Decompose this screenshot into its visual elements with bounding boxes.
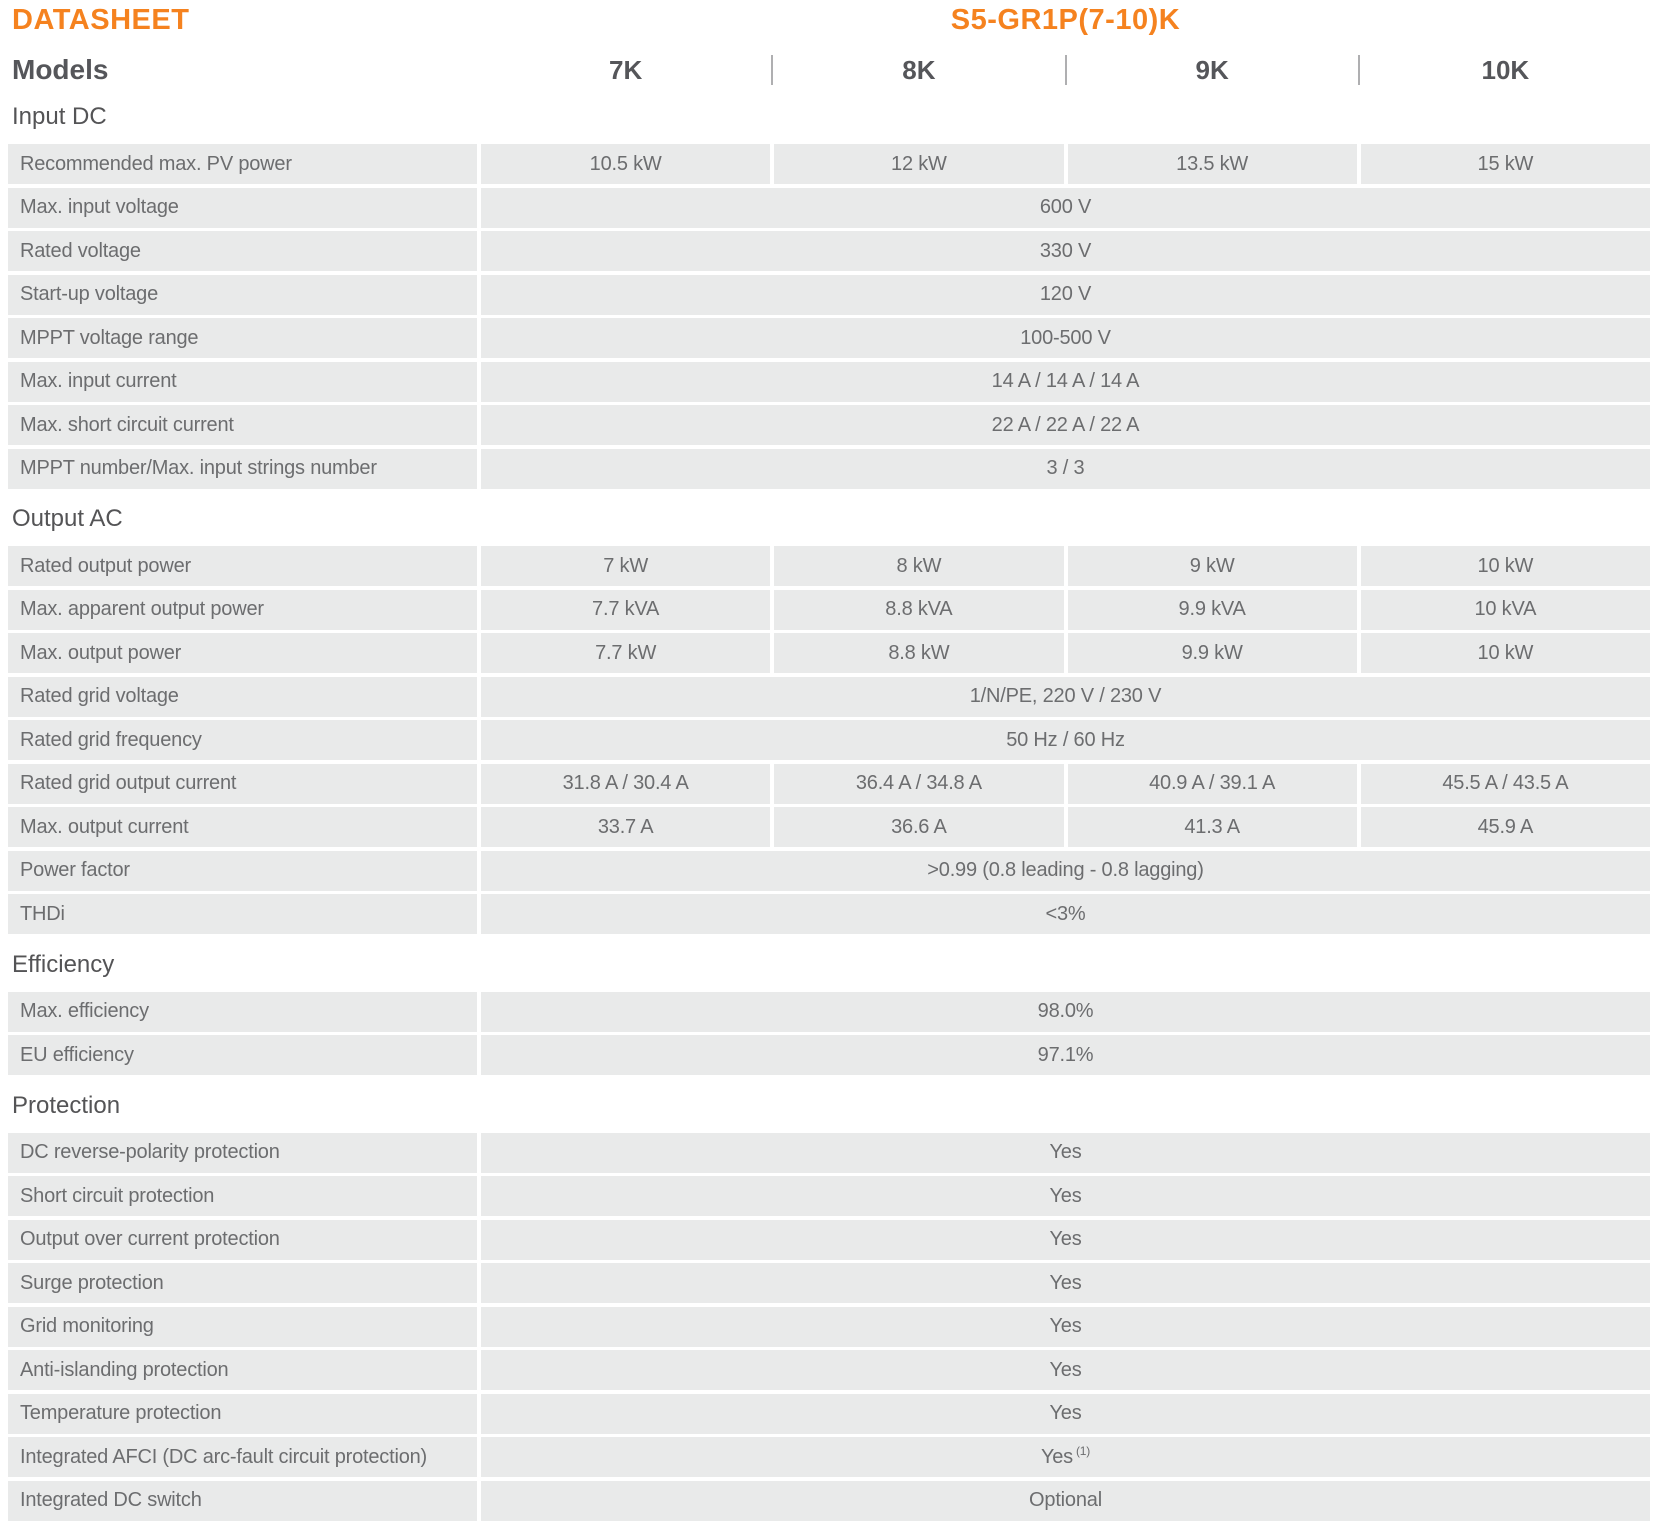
spec-row-start-up-voltage [8, 275, 1650, 315]
spec-value-span: 120 V [481, 275, 1650, 315]
spec-row-max-input-voltage [8, 188, 1650, 228]
spec-value: 31.8 A / 30.4 A [481, 764, 770, 804]
spec-label: Start-up voltage [8, 275, 477, 315]
spec-label: EU efficiency [8, 1035, 477, 1075]
spec-value-span: 22 A / 22 A / 22 A [481, 405, 1650, 445]
spec-label: Max. output power [8, 633, 477, 673]
spec-value-span: 100-500 V [481, 318, 1650, 358]
spec-value: 7.7 kVA [481, 590, 770, 630]
spec-row-max-efficiency [8, 992, 1650, 1032]
spec-label: Power factor [8, 851, 477, 891]
spec-label: Short circuit protection [8, 1176, 477, 1216]
spec-value-span: 330 V [481, 231, 1650, 271]
spec-value-span: >0.99 (0.8 leading - 0.8 lagging) [481, 851, 1650, 891]
model-column-7k: 7K [609, 54, 643, 85]
spec-row-output-over-current-protection [8, 1220, 1650, 1260]
models-header-row [8, 50, 1650, 90]
spec-value: 9.9 kVA [1068, 590, 1357, 630]
spec-label: Output over current protection [8, 1220, 477, 1260]
models-label: Models [12, 54, 109, 85]
spec-value-span: Yes [481, 1176, 1650, 1216]
section-title-input-dc: Input DC [12, 103, 107, 130]
spec-value-span: 98.0% [481, 992, 1650, 1032]
spec-row-rated-grid-frequency [8, 720, 1650, 760]
spec-value: 10 kW [1361, 546, 1650, 586]
page-header [8, 4, 1650, 50]
spec-row-short-circuit-protection [8, 1176, 1650, 1216]
section-title-protection: Protection [12, 1091, 121, 1119]
spec-label: Grid monitoring [8, 1307, 477, 1347]
spec-value: 40.9 A / 39.1 A [1068, 764, 1357, 804]
spec-row-max-output-current [8, 807, 1650, 847]
datasheet-heading: DATASHEET [12, 4, 190, 36]
spec-value-span: 14 A / 14 A / 14 A [481, 362, 1650, 402]
spec-value: 8.8 kVA [774, 590, 1063, 630]
spec-value-span: Yes [481, 1263, 1650, 1303]
spec-value: 9.9 kW [1068, 633, 1357, 673]
spec-row-rated-grid-output-current [8, 764, 1650, 804]
spec-value: 36.4 A / 34.8 A [774, 764, 1063, 804]
spec-value: 45.9 A [1361, 807, 1650, 847]
spec-label: MPPT voltage range [8, 318, 477, 358]
spec-label: Max. input current [8, 362, 477, 402]
spec-row-max-short-circuit-current [8, 405, 1650, 445]
product-model-title: S5-GR1P(7-10)K [950, 4, 1181, 36]
spec-label: Surge protection [8, 1263, 477, 1303]
spec-label: Max. output current [8, 807, 477, 847]
spec-value: 13.5 kW [1068, 144, 1357, 184]
spec-row-rated-grid-voltage [8, 677, 1650, 717]
spec-label: MPPT number/Max. input strings number [8, 449, 477, 489]
spec-value: 36.6 A [774, 807, 1063, 847]
spec-value-span: <3% [481, 894, 1650, 934]
section-title-output-ac: Output AC [12, 505, 123, 532]
spec-row-surge-protection [8, 1263, 1650, 1303]
spec-label: Rated grid voltage [8, 677, 477, 717]
spec-row-max-apparent-output-power [8, 590, 1650, 630]
spec-label: Integrated AFCI (DC arc-fault circuit protection) [8, 1437, 477, 1477]
spec-value: 12 kW [774, 144, 1063, 184]
spec-label: Integrated DC switch [8, 1481, 477, 1521]
model-column-8k: 8K [774, 55, 1063, 86]
spec-label: Temperature protection [8, 1394, 477, 1434]
spec-label: Rated output power [8, 546, 477, 586]
spec-row-integrated-afci-dc-arc-fault-circuit-protection [8, 1437, 1650, 1477]
spec-row-rated-output-power [8, 546, 1650, 586]
section-title-efficiency: Efficiency [12, 950, 115, 978]
spec-label: Recommended max. PV power [8, 144, 477, 184]
spec-value-span: 97.1% [481, 1035, 1650, 1075]
spec-value-span: Optional [481, 1481, 1650, 1521]
spec-row-integrated-dc-switch [8, 1481, 1650, 1521]
spec-row-mppt-number-max-input-strings-number [8, 449, 1650, 489]
spec-value: 8 kW [774, 546, 1063, 586]
spec-row-mppt-voltage-range [8, 318, 1650, 358]
spec-row-power-factor [8, 851, 1650, 891]
spec-row-eu-efficiency [8, 1035, 1650, 1075]
spec-label: Anti-islanding protection [8, 1350, 477, 1390]
spec-label: Max. efficiency [8, 992, 477, 1032]
spec-value-span: Yes [481, 1307, 1650, 1347]
spec-value: 45.5 A / 43.5 A [1361, 764, 1650, 804]
spec-label: THDi [8, 894, 477, 934]
spec-value-span: 1/N/PE, 220 V / 230 V [481, 677, 1650, 717]
spec-row-thdi [8, 894, 1650, 934]
spec-value: 8.8 kW [774, 633, 1063, 673]
spec-row-max-output-power [8, 633, 1650, 673]
spec-label: Max. apparent output power [8, 590, 477, 630]
spec-value-span: Yes [481, 1350, 1650, 1390]
spec-label: Max. input voltage [8, 188, 477, 228]
spec-row-dc-reverse-polarity-protection [8, 1133, 1650, 1173]
spec-row-max-input-current [8, 362, 1650, 402]
spec-row-recommended-max-pv-power [8, 144, 1650, 184]
spec-row-rated-voltage [8, 231, 1650, 271]
spec-row-temperature-protection [8, 1394, 1650, 1434]
spec-value: 10 kW [1361, 633, 1650, 673]
spec-value-span: 600 V [481, 188, 1650, 228]
spec-value-span: 50 Hz / 60 Hz [481, 720, 1650, 760]
spec-value: 33.7 A [481, 807, 770, 847]
spec-value: 9 kW [1068, 546, 1357, 586]
spec-label: Rated grid frequency [8, 720, 477, 760]
spec-value: 7 kW [481, 546, 770, 586]
spec-label: Rated voltage [8, 231, 477, 271]
spec-value-span: Yes [481, 1394, 1650, 1434]
spec-value: 15 kW [1361, 144, 1650, 184]
spec-value-span: Yes [481, 1133, 1650, 1173]
spec-value: 10 kVA [1361, 590, 1650, 630]
spec-value: 41.3 A [1068, 807, 1357, 847]
spec-value: 7.7 kW [481, 633, 770, 673]
model-column-10k: 10K [1361, 55, 1650, 86]
spec-table [8, 90, 1650, 1521]
spec-value-span: 3 / 3 [481, 449, 1650, 489]
model-column-9k: 9K [1068, 55, 1357, 86]
spec-value-span: Yes $^{(1)}$ [481, 1437, 1650, 1477]
spec-row-anti-islanding-protection [8, 1350, 1650, 1390]
spec-row-grid-monitoring [8, 1307, 1650, 1347]
spec-value: 10.5 kW [481, 144, 770, 184]
spec-label: Rated grid output current [8, 764, 477, 804]
spec-label: Max. short circuit current [8, 405, 477, 445]
spec-value-span: Yes [481, 1220, 1650, 1260]
spec-label: DC reverse-polarity protection [8, 1133, 477, 1173]
